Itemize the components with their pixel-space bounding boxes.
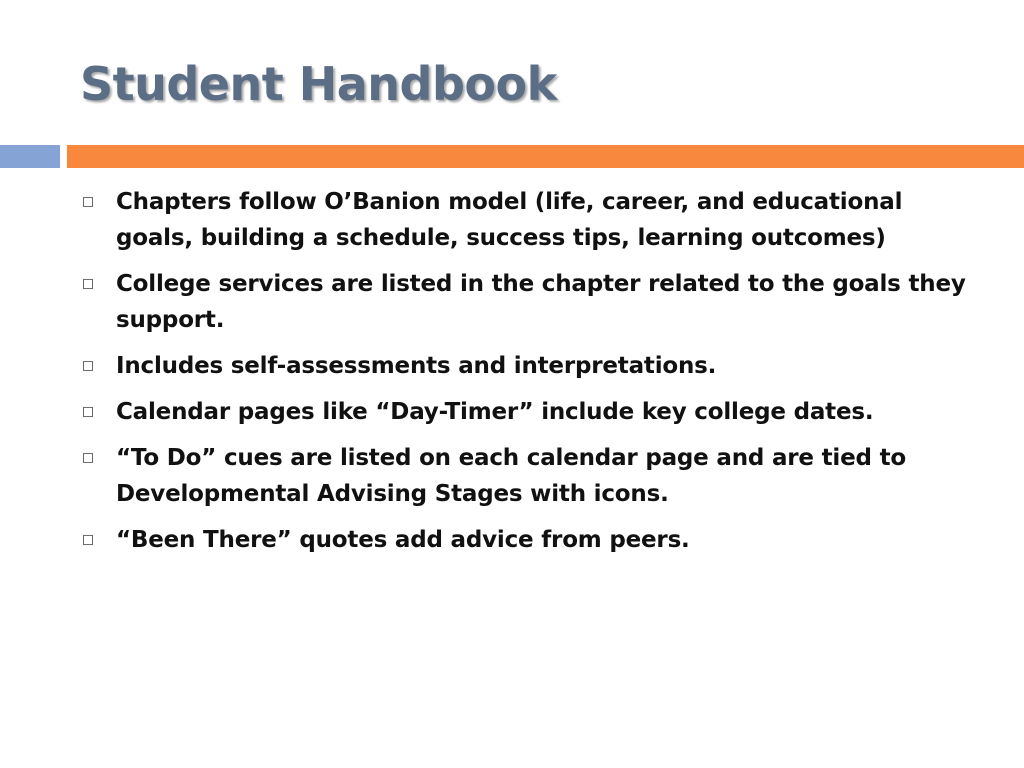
bullet-item <box>80 522 980 558</box>
square-bullet-icon <box>83 407 93 417</box>
bullet-text: “To Do” cues are listed on each calendar page and are tied to Developmental Advising Stages with icons. <box>116 445 906 507</box>
bullet-text: Chapters follow O’Banion model (life, career, and educational goals, building a schedule, success tips, learning outcomes) <box>116 189 903 251</box>
bullet-item <box>80 266 980 338</box>
square-bullet-icon <box>83 453 93 463</box>
square-bullet-icon <box>83 279 93 289</box>
accent-bar-blue <box>0 145 60 168</box>
bullet-text: Calendar pages like “Day-Timer” include key college dates. <box>116 399 874 425</box>
square-bullet-icon <box>83 197 93 207</box>
square-bullet-icon <box>83 535 93 545</box>
bullet-item <box>80 440 980 512</box>
bullet-item <box>80 394 980 430</box>
bullet-list <box>80 184 980 568</box>
bullet-text: Includes self-assessments and interpretations. <box>116 353 717 379</box>
bullet-text: “Been There” quotes add advice from peers. <box>116 527 690 553</box>
bullet-item <box>80 348 980 384</box>
square-bullet-icon <box>83 361 93 371</box>
accent-bar-orange <box>67 145 1024 168</box>
bullet-text: College services are listed in the chapter related to the goals they support. <box>116 271 966 333</box>
slide-title: Student Handbook <box>80 57 557 111</box>
bullet-item <box>80 184 980 256</box>
